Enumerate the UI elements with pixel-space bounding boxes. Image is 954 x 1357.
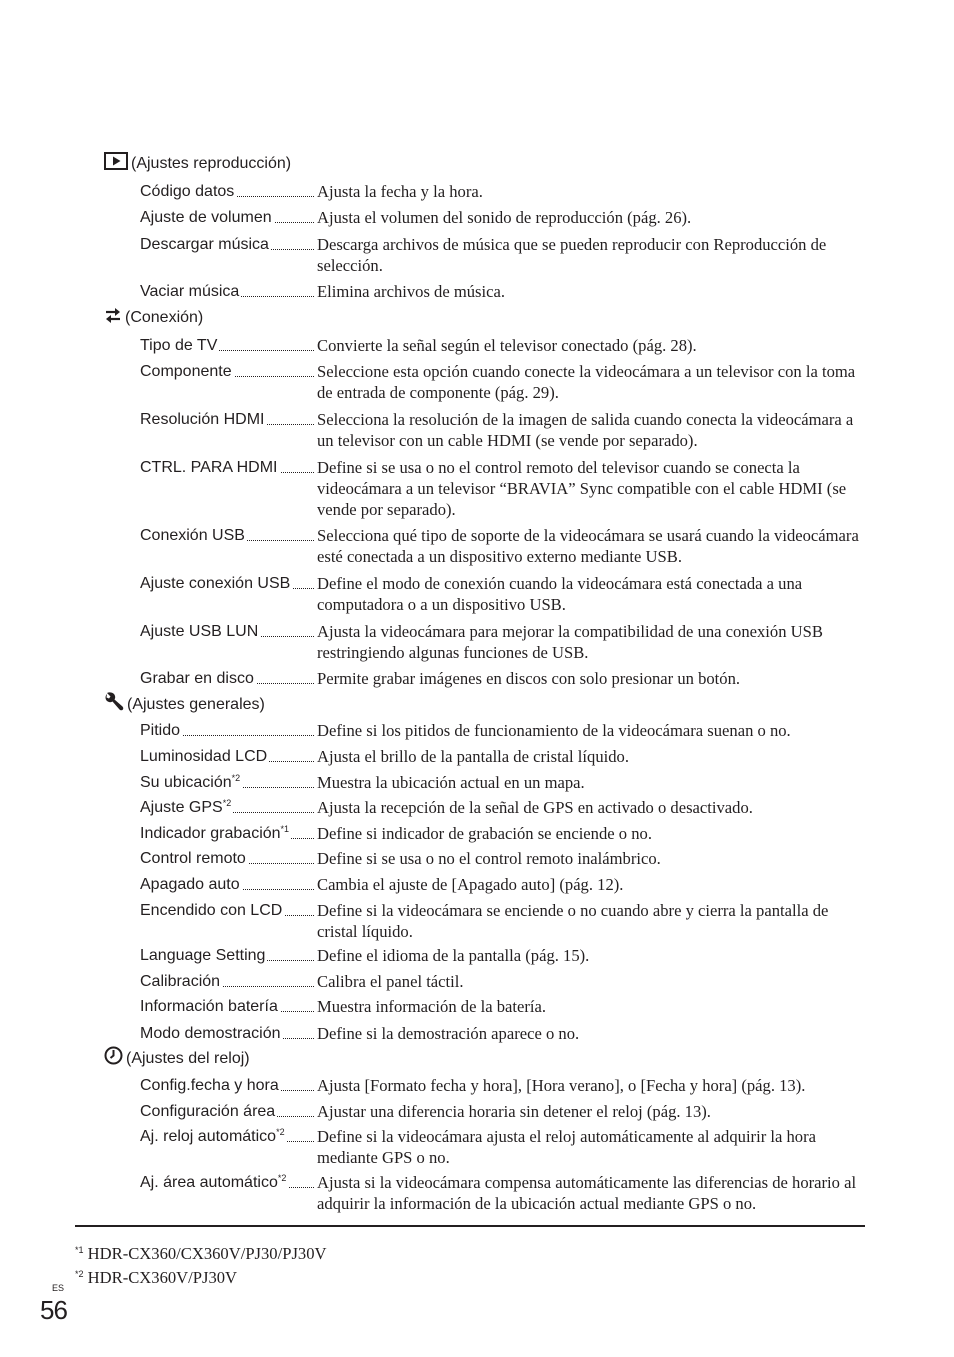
item-desc: Define si indicador de grabación se enciende o no. (317, 824, 652, 843)
item-term: Calibración (140, 973, 221, 990)
connection-arrows-icon (104, 306, 122, 331)
item-term: CTRL. PARA HDMI (140, 459, 278, 476)
item-desc: Ajustar una diferencia horaria sin detener el reloj (pág. 13). (317, 1102, 711, 1121)
page-number: 56 (40, 1295, 67, 1325)
item-term: Configuración área (140, 1103, 276, 1120)
item-desc: Muestra la ubicación actual en un mapa. (317, 773, 585, 792)
item-desc: Define el idioma de la pantalla (pág. 15). (317, 946, 590, 965)
section-title: (Ajustes generales) (127, 696, 265, 713)
item-desc: Calibra el panel táctil. (317, 972, 464, 991)
item-term: Descargar música (140, 236, 269, 253)
item-term: Indicador grabación (140, 825, 281, 842)
item-desc: Cambia el ajuste de [Apagado auto] (pág. 12). (317, 875, 624, 894)
item-term: Apagado auto (140, 876, 240, 893)
item-term: Su ubicación (140, 774, 232, 791)
item-desc: Permite grabar imágenes en discos con solo presionar un botón. (317, 669, 741, 688)
item-desc: Define si los pitidos de funcionamiento de la videocámara suenan o no. (317, 721, 791, 740)
item-desc: Define el modo de conexión cuando la videocámara está conectada a una computadora o a un dispositivo USB. (317, 574, 803, 614)
item-desc: Define si la videocámara se enciende o no cuando abre y cierra la pantalla de cristal líquido. (317, 901, 829, 941)
wrench-icon (104, 692, 124, 719)
item-term: Componente (140, 363, 232, 380)
footnote-mark: *2 (75, 1269, 84, 1279)
item-desc: Define si la videocámara ajusta el reloj automáticamente al adquirir la hora mediante GPS o no. (317, 1127, 816, 1167)
item-desc: Ajusta el brillo de la pantalla de cristal líquido. (317, 747, 629, 766)
item-desc: Ajusta la videocámara para mejorar la compatibilidad de una conexión USB restringiendo algunas funciones de USB. (317, 622, 823, 662)
footnote (75, 1244, 326, 1264)
footnote (75, 1268, 237, 1288)
item-desc: Descarga archivos de música que se pueden reproducir con Reproducción de selección. (317, 235, 827, 275)
item-term: Ajuste USB LUN (140, 623, 259, 640)
item-desc: Muestra información de la batería. (317, 997, 546, 1016)
footnote-text: HDR-CX360/CX360V/PJ30/PJ30V (87, 1244, 327, 1263)
section-header-clock (104, 1048, 250, 1070)
section-title: (Ajustes del reloj) (126, 1050, 250, 1067)
footnote-ref: *2 (222, 798, 232, 808)
item-term: Pitido (140, 722, 181, 739)
item-desc: Define si se usa o no el control remoto inalámbrico. (317, 849, 661, 868)
language-code: ES (52, 1283, 65, 1293)
section-header-playback (104, 153, 291, 175)
item-term: Resolución HDMI (140, 411, 265, 428)
item-desc: Seleccione esta opción cuando conecte la videocámara a un televisor con la toma de entrada de componente (pág. 29). (317, 362, 856, 402)
item-term: Código datos (140, 183, 235, 200)
footnote-divider (75, 1225, 865, 1227)
item-term: Aj. reloj automático (140, 1128, 277, 1145)
clock-icon (104, 1046, 123, 1072)
item-desc: Convierte la señal según el televisor conectado (pág. 28). (317, 336, 697, 355)
footnote-ref: *1 (280, 824, 290, 834)
section-title: (Conexión) (125, 309, 204, 326)
item-desc: Ajusta [Formato fecha y hora], [Hora verano], o [Fecha y hora] (pág. 13). (317, 1076, 806, 1095)
play-icon (104, 152, 128, 177)
item-term: Luminosidad LCD (140, 748, 268, 765)
item-term: Modo demostración (140, 1025, 281, 1042)
item-desc: Define si se usa o no el control remoto del televisor cuando se conecta la videocámara a un televisor “BRAVIA” Sync compatible con el cable HDMI (se vende por separado). (317, 458, 847, 519)
item-desc: Ajusta la fecha y la hora. (317, 182, 483, 201)
item-desc: Ajusta el volumen del sonido de reproducción (pág. 26). (317, 208, 692, 227)
item-term: Información batería (140, 998, 278, 1015)
footnote-ref: *2 (276, 1127, 285, 1137)
item-term: Encendido con LCD (140, 902, 283, 919)
item-desc: Define si la demostración aparece o no. (317, 1024, 580, 1043)
section-title: (Ajustes reproducción) (131, 155, 292, 172)
footnote-ref: *2 (231, 773, 241, 783)
item-term: Config.fecha y hora (140, 1077, 279, 1094)
footnote-text: HDR-CX360V/PJ30V (87, 1268, 238, 1287)
footnote-mark: *1 (75, 1245, 84, 1255)
footnote-ref: *2 (277, 1173, 287, 1183)
item-term: Tipo de TV (140, 337, 218, 354)
item-desc: Ajusta si la videocámara compensa automáticamente las diferencias de horario al adquirir la información de la ubicación actual mediante GPS o no. (317, 1173, 857, 1213)
section-header-connection (104, 307, 203, 329)
item-term: Language Setting (140, 947, 266, 964)
item-desc: Elimina archivos de música. (317, 282, 506, 301)
item-desc: Selecciona qué tipo de soporte de la videocámara se usará cuando la videocámara esté conectada a un dispositivo externo mediante USB. (317, 526, 859, 566)
item-desc: Selecciona la resolución de la imagen de salida cuando conecta la videocámara a un televisor con un cable HDMI (se vende por separado). (317, 410, 854, 450)
item-term: Grabar en disco (140, 670, 254, 687)
item-desc: Ajusta la recepción de la señal de GPS en activado o desactivado. (317, 798, 753, 817)
item-term: Vaciar música (140, 283, 240, 300)
item-term: Control remoto (140, 850, 246, 867)
item-term: Aj. área automático (140, 1174, 278, 1191)
section-header-general (104, 694, 265, 716)
item-term: Ajuste conexión USB (140, 575, 291, 592)
item-term: Conexión USB (140, 527, 245, 544)
item-term: Ajuste GPS (140, 799, 223, 816)
item-term: Ajuste de volumen (140, 209, 272, 226)
